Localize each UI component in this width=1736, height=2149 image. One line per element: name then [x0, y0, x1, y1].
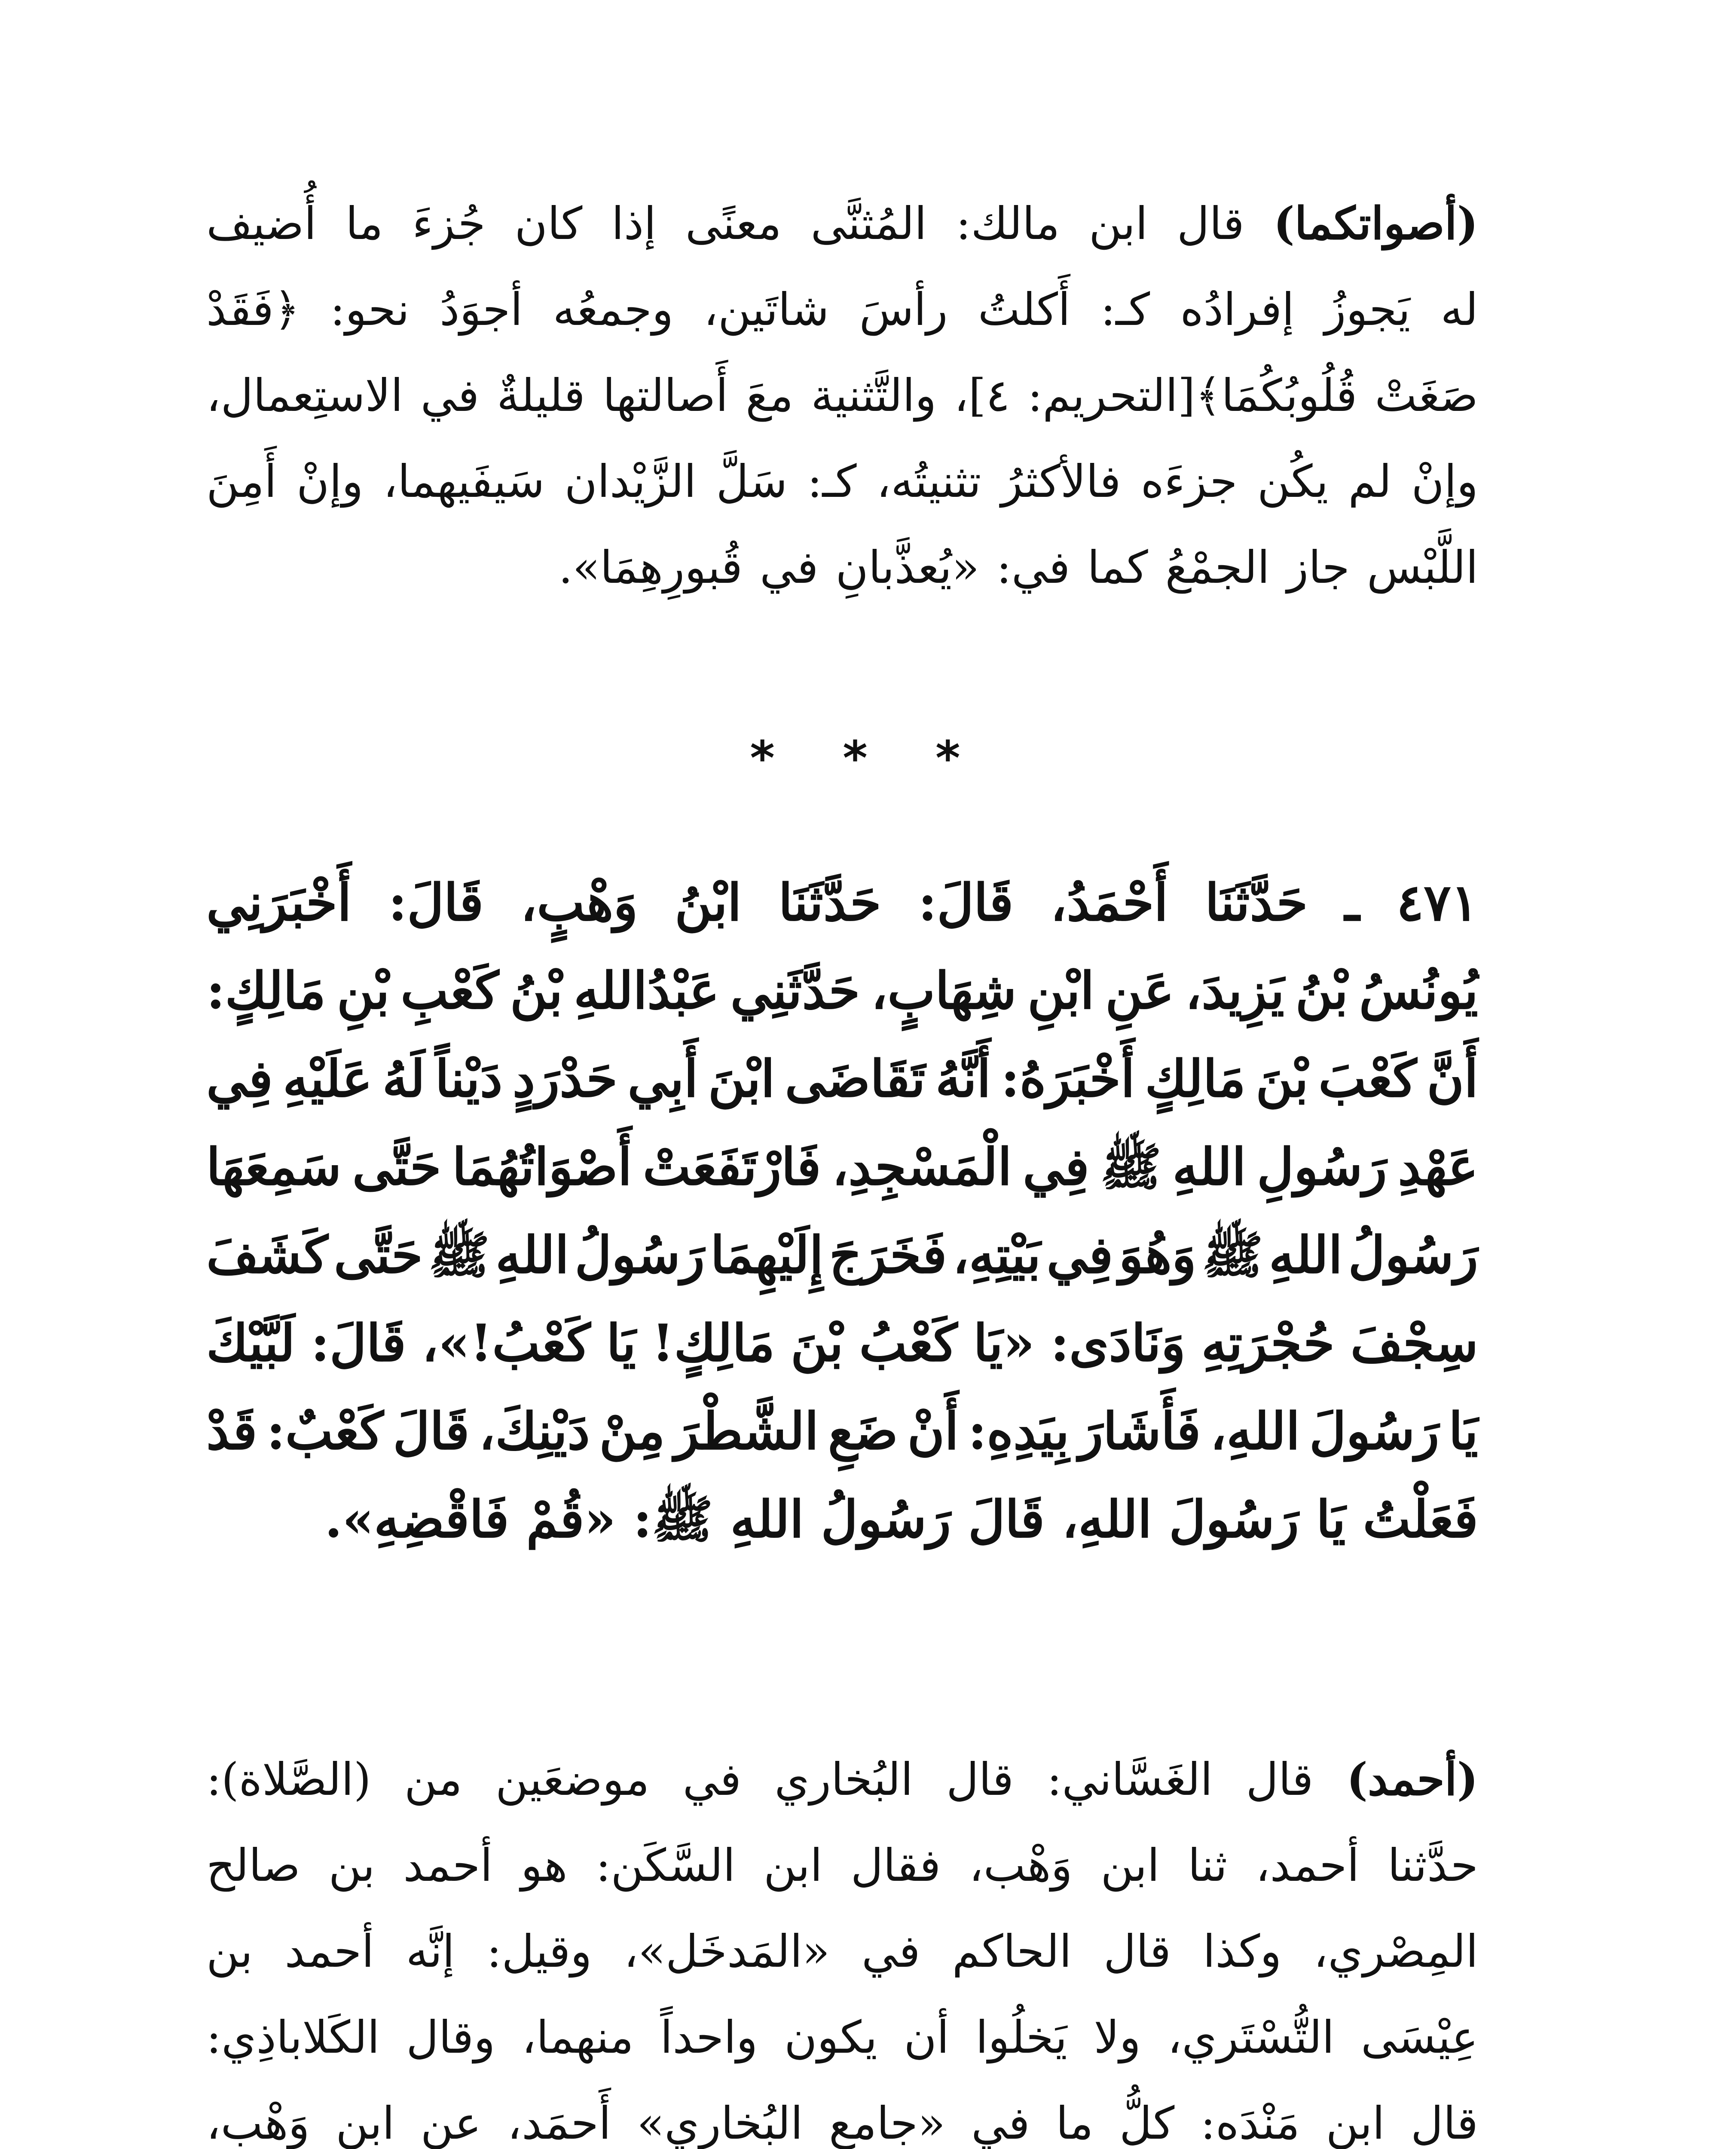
word: اللهِ: [495, 1225, 569, 1285]
word: «يُعذَّبانِ: [835, 541, 979, 594]
word: قال: [1103, 1925, 1171, 1978]
word: وكذا: [1203, 1925, 1282, 1978]
word: لم: [1348, 455, 1392, 508]
word: يَخلُوا: [975, 2011, 1067, 2063]
word: في: [682, 1753, 742, 1806]
word: أَصالتها: [602, 369, 728, 422]
word: يَجوزُ: [1324, 283, 1411, 336]
word: بْنُ: [1295, 961, 1348, 1020]
word: موضعَين: [495, 1753, 650, 1806]
word: المُثنَّى: [810, 197, 927, 250]
word: في: [862, 1925, 920, 1978]
word: أن: [904, 2011, 949, 2063]
word: «قُمْ: [526, 1489, 616, 1549]
word: ٤٧١: [1396, 872, 1478, 932]
word: وَهْب،: [969, 1839, 1073, 1892]
word: أَحمَد،: [507, 2097, 611, 2149]
word: اللهِ: [1172, 1137, 1246, 1197]
word: جُزءَ: [412, 197, 486, 250]
word: سَلَّ: [716, 455, 788, 508]
word: تَقَاضَى: [785, 1049, 926, 1108]
word: حُجْرَتِهِ: [1201, 1313, 1335, 1373]
text-line: [206, 352, 1478, 438]
word: قَالَ:: [918, 872, 1014, 932]
word: يَا: [1316, 1489, 1346, 1549]
word: الزَّيْدان: [564, 455, 697, 508]
word: ابن: [1326, 2097, 1385, 2149]
word: إِلَيْهِمَا: [710, 1225, 824, 1285]
word: فَعَلْتُ: [1363, 1489, 1478, 1549]
word: فالأكثرُ: [1001, 455, 1121, 508]
text-line: [206, 1036, 1478, 1122]
word: فِي: [206, 1049, 273, 1108]
word: فِي: [1046, 1225, 1113, 1285]
word: لَبَّيْكَ: [206, 1313, 295, 1373]
word: الْمَسْجِدِ،: [832, 1137, 1012, 1197]
word: أَنَّهُ: [935, 1049, 991, 1108]
word: كلُّ: [1119, 2097, 1175, 2149]
word: قَالَ:: [388, 872, 484, 932]
word: جاز: [1287, 541, 1350, 594]
commentary-block-bottom: [206, 1736, 1478, 2149]
word: رَسُولُ: [575, 1225, 705, 1285]
word: ما: [1056, 2097, 1094, 2149]
word: فَأَشَارَ: [1079, 1401, 1201, 1461]
word: منهما،: [522, 2011, 634, 2063]
word: اللهِ: [1269, 1225, 1343, 1285]
word: جزءَه: [1140, 455, 1238, 508]
word: رَسُولِ: [1257, 1137, 1387, 1197]
word: في: [420, 369, 480, 422]
word: معَ: [746, 369, 794, 422]
word: كَعْبٌ:: [266, 1401, 384, 1461]
word: كـ:: [807, 455, 857, 508]
word: شاتَين،: [703, 283, 829, 336]
word: كَشَفَ: [206, 1225, 328, 1285]
word: ما: [345, 197, 383, 250]
word: ﴿فَقَدْ: [206, 283, 300, 336]
word: أَنْ: [907, 1401, 959, 1461]
word: اللَّبْس: [1367, 541, 1478, 594]
word: يَزِيدَ،: [1185, 961, 1284, 1020]
word: واحداً: [660, 2011, 758, 2063]
text-line: [206, 181, 1478, 266]
word: ﷺ:: [633, 1489, 713, 1549]
word: بْنَ: [1256, 1049, 1308, 1108]
word: دَيْناً: [435, 1049, 503, 1108]
word: عَنِ: [1105, 961, 1174, 1020]
word: عَلَيْهِ: [283, 1049, 373, 1108]
text-line: [206, 1212, 1478, 1298]
word: كَعْبُ: [859, 1313, 958, 1373]
word: له: [1440, 283, 1478, 336]
word: فِي: [1023, 1137, 1089, 1197]
word: قَالَ: [968, 1489, 1045, 1549]
word: الاستِعمال،: [206, 369, 403, 422]
word: الكَلاباذِي:: [206, 2011, 380, 2063]
word: فقال: [850, 1839, 941, 1892]
word: كـ:: [1100, 283, 1150, 336]
word: رأسَ: [859, 283, 948, 336]
word: بْنَ: [791, 1313, 844, 1373]
word: وَنَادَى:: [1050, 1313, 1186, 1373]
text-line: [206, 1300, 1478, 1386]
word: اللهِ: [730, 1489, 804, 1549]
word: رَسُولُ: [821, 1489, 951, 1549]
word: نحو:: [330, 283, 410, 336]
word: وإنْ: [1411, 455, 1478, 508]
word: المِصْري،: [1313, 1925, 1478, 1978]
word: فَخَرَجَ: [829, 1225, 947, 1285]
word: مالك:: [956, 197, 1060, 250]
word: البُخاري»: [637, 2097, 803, 2149]
text-line: [206, 1388, 1478, 1474]
word: ابْنُ: [675, 872, 742, 932]
text-line: [206, 2080, 1478, 2149]
commentary-block-top: [206, 181, 1478, 610]
word: مَالِكٍ:: [206, 961, 326, 1020]
text-line: [206, 266, 1478, 352]
word: أَمِنَ: [206, 455, 277, 508]
word: ابن: [1100, 1839, 1160, 1892]
text-line: [206, 948, 1478, 1034]
word: صَغَتْ: [1375, 369, 1478, 422]
text-line: [206, 1994, 1478, 2080]
word: أَنَّ: [1427, 1049, 1478, 1108]
word: كَعْبَ: [1318, 1049, 1417, 1108]
word: مِنْ: [599, 1401, 665, 1461]
hadith-block: [206, 860, 1478, 1564]
word: يكُن: [1257, 455, 1329, 508]
word: أَكلتُ: [978, 283, 1070, 336]
word: ابن: [1089, 197, 1148, 250]
word: ٤]،: [954, 369, 1010, 422]
text-line: [206, 1124, 1478, 1210]
word: عَهْدِ: [1398, 1137, 1478, 1197]
word: ﷺ: [1100, 1137, 1162, 1197]
word: قَالَ:: [311, 1313, 406, 1373]
word: إذا: [611, 197, 657, 250]
word: وَهْب،: [206, 2097, 310, 2149]
word: حَتَّى: [352, 1137, 441, 1197]
word: أحمد: [284, 1925, 374, 1978]
word: ضَعِ: [828, 1401, 898, 1461]
word: حَدَّثَنِي: [730, 961, 860, 1020]
word: يُونُسُ: [1359, 961, 1478, 1020]
word: في: [971, 2097, 1030, 2149]
word: تثنيتُه،: [876, 455, 981, 508]
text-line: [206, 1822, 1478, 1908]
word: يَا: [1449, 1401, 1478, 1461]
word: الشَّطْرَ: [674, 1401, 819, 1461]
word: «يَا: [973, 1313, 1035, 1373]
word: والتَّثنية: [811, 369, 937, 422]
word: كما: [1087, 541, 1148, 594]
word: (الصَّلاة):: [206, 1753, 371, 1806]
word: مَالِكٍ: [1145, 1049, 1246, 1108]
word: حَدَّثَنَا: [1205, 872, 1308, 932]
word: بن: [328, 1839, 375, 1892]
text-line: [206, 1736, 1478, 1822]
word: كان: [514, 197, 583, 250]
text-line: [206, 438, 1478, 524]
word: وَهُوَ: [1119, 1225, 1196, 1285]
word: حَدْرَدٍ: [512, 1049, 618, 1108]
word: إنَّه: [406, 1925, 455, 1978]
word: بَيْتِهِ،: [952, 1225, 1041, 1285]
word: لَهُ: [382, 1049, 425, 1108]
word: وَهْبٍ،: [520, 872, 638, 932]
word: في:: [996, 541, 1070, 594]
word: ابْنَ: [708, 1049, 775, 1108]
word: صالح: [206, 1839, 300, 1892]
word: أَخْبَرَنِي: [206, 872, 351, 932]
word: في: [760, 541, 819, 594]
word: أَحْمَدُ،: [1050, 872, 1168, 932]
word: أحمد: [403, 1839, 493, 1892]
word: رَسُولَ: [1169, 1489, 1299, 1549]
word: بْنِ: [336, 961, 390, 1020]
word: معنًى: [685, 197, 782, 250]
word: «المَدخَل»،: [623, 1925, 830, 1978]
word: ﷺ: [1202, 1225, 1263, 1285]
word: يكون: [784, 2011, 877, 2063]
word: أُضيف: [206, 197, 317, 250]
word: قال: [1177, 197, 1244, 250]
word: البُخاري: [774, 1753, 913, 1806]
word: أَخْبَرَهُ:: [1001, 1049, 1135, 1108]
word: (أصواتكما): [1273, 197, 1478, 250]
word: سَمِعَهَا: [206, 1137, 342, 1197]
word: ﷺ: [428, 1225, 490, 1285]
word: من: [404, 1753, 462, 1806]
word: مَنْدَه:: [1200, 2097, 1300, 2149]
word: (أحمد): [1346, 1753, 1478, 1806]
word: التُّسْتَري،: [1167, 2011, 1335, 2063]
word: ولا: [1094, 2011, 1141, 2063]
word: قال: [1246, 1753, 1314, 1806]
word: إفرادُه: [1180, 283, 1295, 336]
word: قَالَ: [393, 1401, 470, 1461]
word: رَسُولُ: [1348, 1225, 1478, 1285]
word: كَعْبُ!»،: [422, 1313, 591, 1373]
word: سِجْفَ: [1350, 1313, 1478, 1373]
word: ابن: [764, 1839, 823, 1892]
word: اللهِ،: [1062, 1489, 1152, 1549]
word: بن: [206, 1925, 253, 1978]
word: حَتَّى: [333, 1225, 423, 1285]
word: الجمْعُ: [1165, 541, 1270, 594]
word: فَارْتَفَعَتْ: [643, 1137, 821, 1197]
text-line: [206, 524, 1478, 610]
word: وقيل:: [486, 1925, 592, 1978]
word: عِيْسَى: [1361, 2011, 1478, 2063]
word: قُلُوبُكُمَا﴾[التحريم:: [1027, 369, 1357, 422]
word: حَدَّثَنَا: [778, 872, 881, 932]
word: قُبورِهِمَا».: [558, 541, 743, 594]
word: كَعْبِ: [400, 961, 499, 1020]
text-line: [206, 1476, 1478, 1562]
word: أحمد،: [1255, 1839, 1360, 1892]
word: وجمعُه: [553, 283, 674, 336]
text-line: [206, 1908, 1478, 1994]
word: قال: [946, 1753, 1014, 1806]
section-separator: * * *: [750, 731, 986, 786]
word: رَسُولَ: [1309, 1401, 1440, 1461]
word: ـ: [1345, 872, 1360, 932]
word: شِهَابٍ،: [871, 961, 1017, 1020]
word: دَيْنِكَ،: [479, 1401, 590, 1461]
word: الغَسَّاني:: [1047, 1753, 1213, 1806]
word: عن: [420, 2097, 482, 2149]
word: «جامع: [829, 2097, 945, 2149]
word: سَيفَيهما،: [383, 455, 545, 508]
word: أَبِي: [627, 1049, 698, 1108]
word: ثنا: [1188, 1839, 1228, 1892]
word: قَدْ: [206, 1401, 257, 1461]
word: وقال: [406, 2011, 495, 2063]
word: أجوَدُ: [440, 283, 523, 336]
word: فَاقْضِهِ».: [324, 1489, 509, 1549]
word: السَّكَن:: [596, 1839, 736, 1892]
word: ابْنِ: [1027, 961, 1094, 1020]
word: اللهِ،: [1210, 1401, 1300, 1461]
word: بْنُ: [510, 961, 563, 1020]
word: الحاكم: [952, 1925, 1072, 1978]
word: قليلةٌ: [497, 369, 585, 422]
word: عَبْدُاللهِ: [574, 961, 720, 1020]
word: وإنْ: [296, 455, 364, 508]
word: مَالِكٍ!: [651, 1313, 775, 1373]
word: حدَّثنا: [1388, 1839, 1478, 1892]
word: هو: [521, 1839, 568, 1892]
word: قال: [1411, 2097, 1478, 2149]
word: يَا: [606, 1313, 636, 1373]
word: ابن: [336, 2097, 395, 2149]
text-line: [206, 860, 1478, 946]
word: أَصْوَاتُهُمَا: [452, 1137, 632, 1197]
word: بِيَدِهِ:: [968, 1401, 1070, 1461]
